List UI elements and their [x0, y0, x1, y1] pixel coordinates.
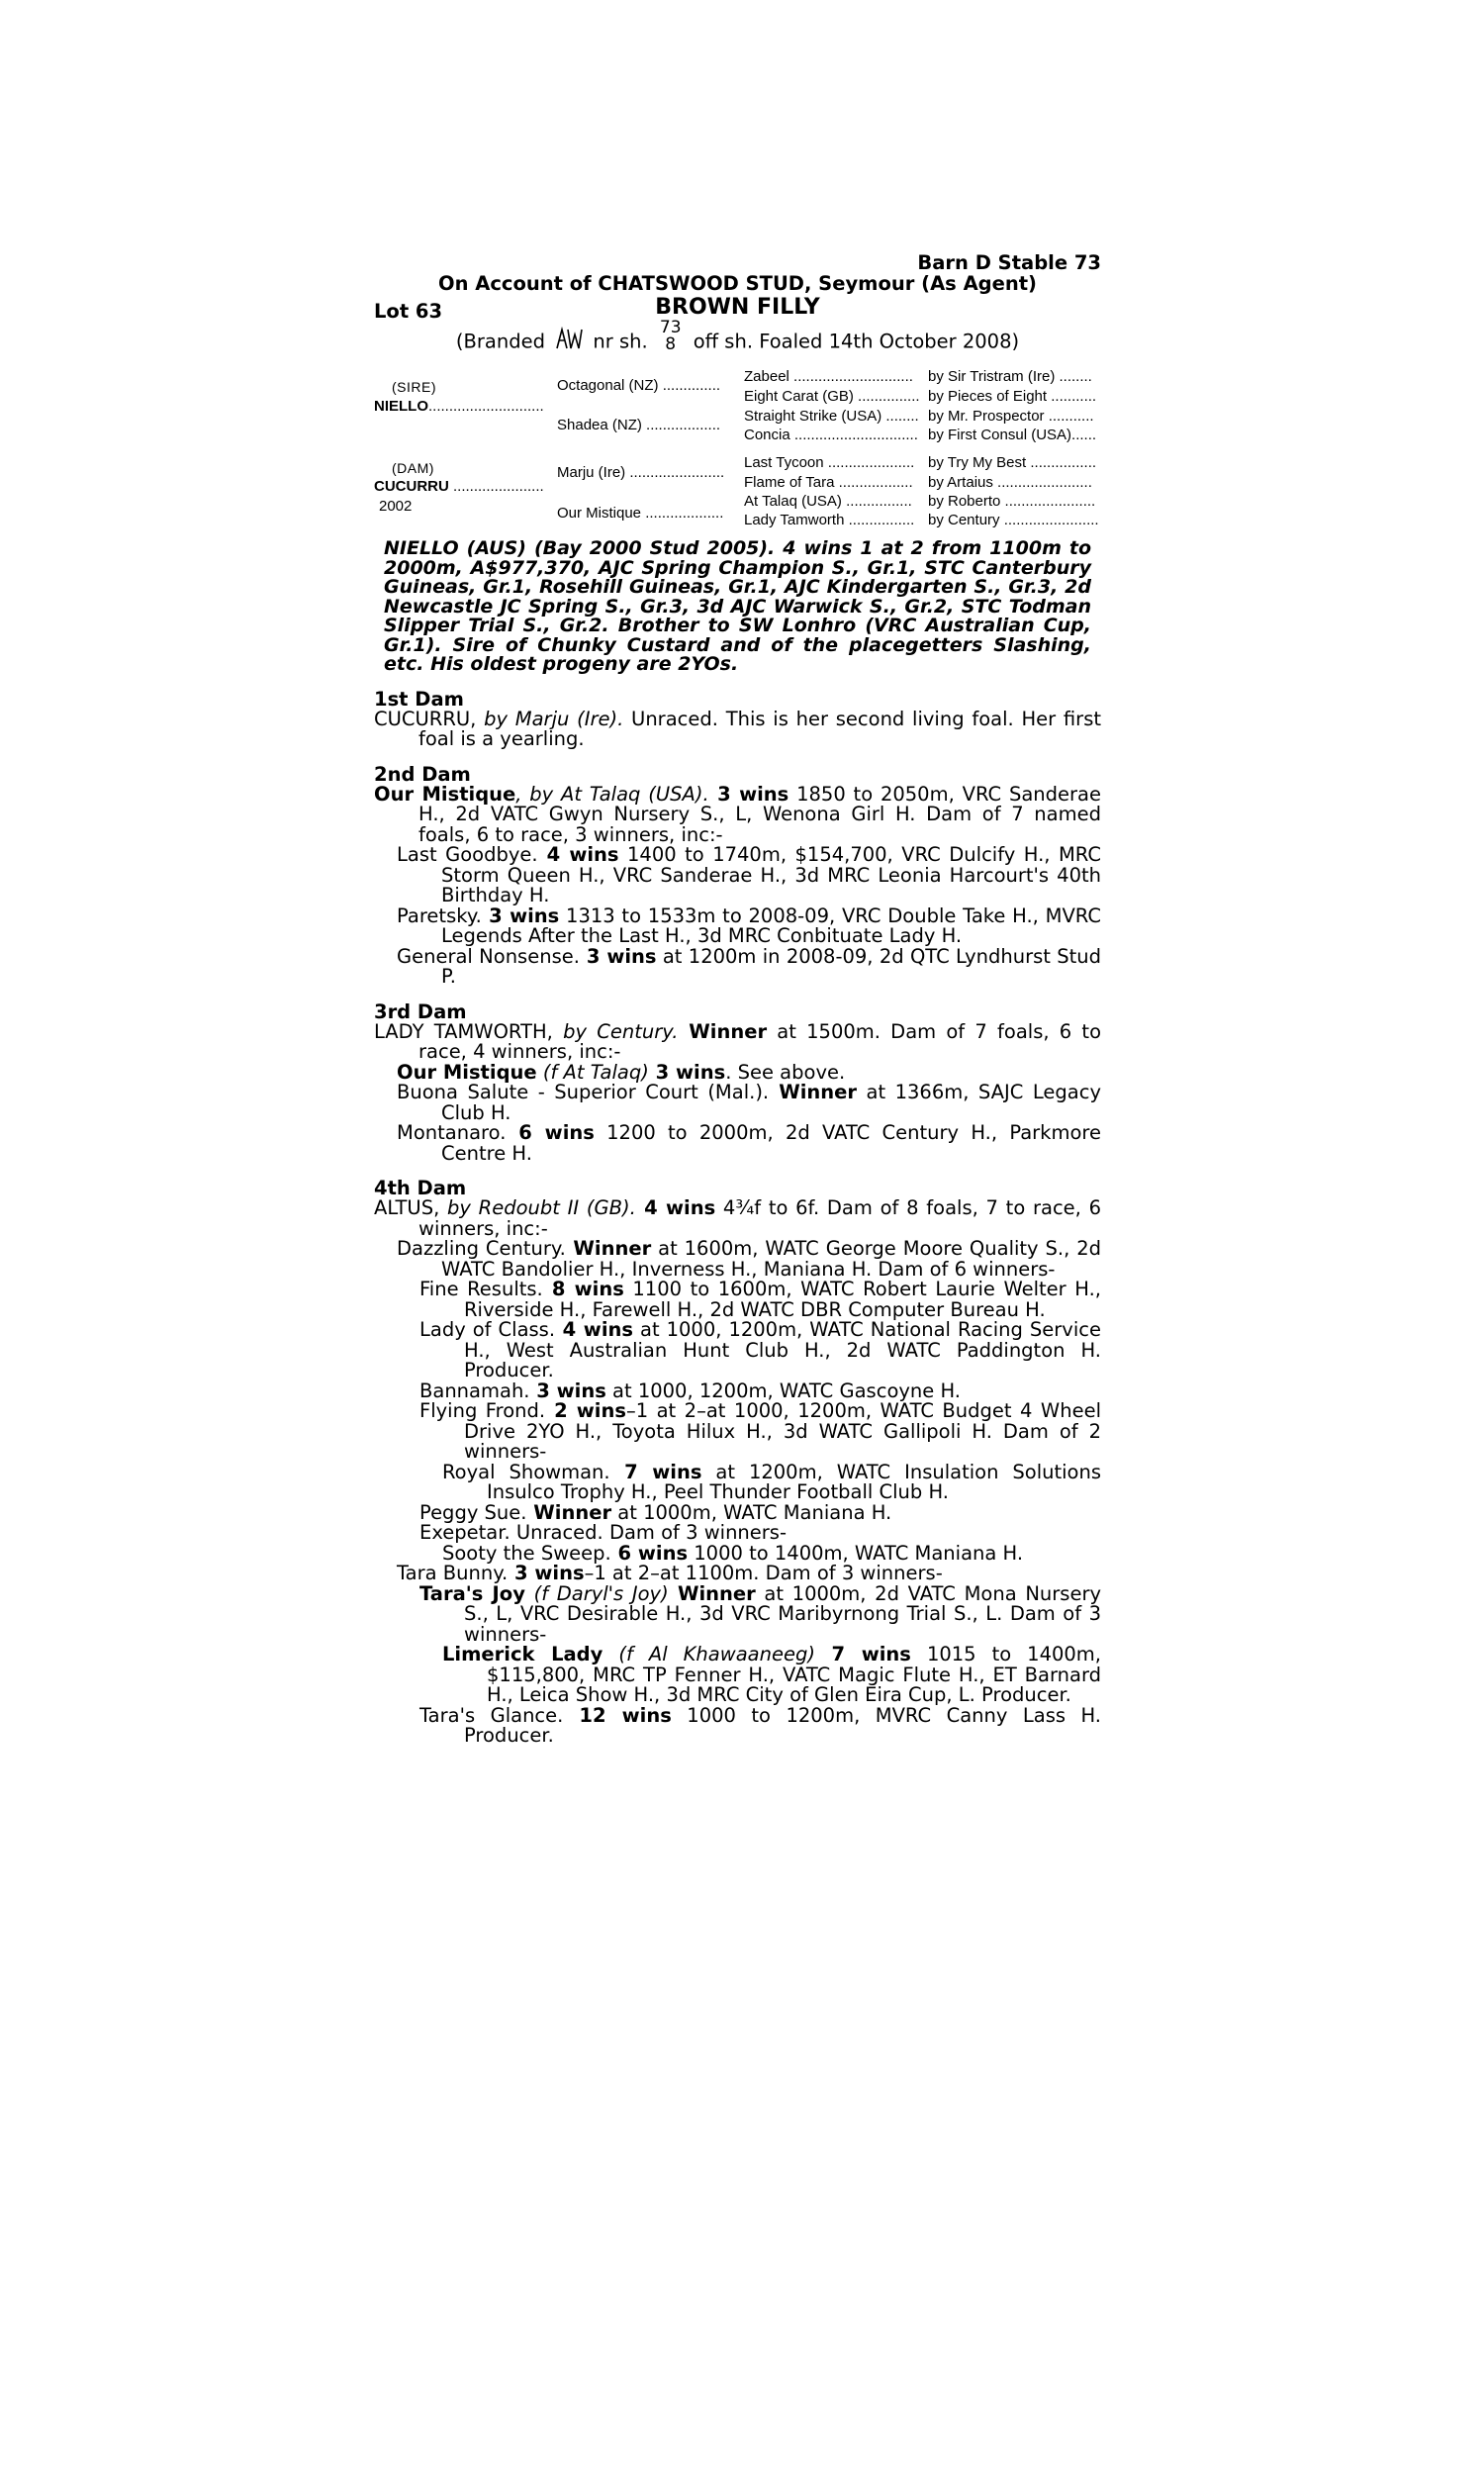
entry-record: 1000 to 1200m, MVRC Canny Lass H. Producer.: [464, 1703, 1102, 1747]
entry-breeding: (f Al Khawaaneeg): [603, 1643, 815, 1665]
brand-prefix: (Branded: [455, 330, 545, 353]
pedigree-entry: [374, 1060, 1101, 1084]
entry-wins: 7 wins: [609, 1460, 702, 1483]
g4-4: by Try My Best ................: [928, 454, 1097, 471]
entry-breeding: by Marju (Ire).: [476, 707, 624, 730]
dam-tag: (DAM): [392, 460, 434, 476]
entry-name: Lady of Class.: [419, 1318, 556, 1341]
sire-name: NIELLO: [374, 398, 428, 415]
entry-record: at 1000m, 2d VATC Mona Nursery S., L, VRC Desirable H., 3d VRC Maribyrnong Trial S., L. Dam of 3 winners-: [464, 1581, 1101, 1646]
sire-line: NIELLO............................: [374, 398, 544, 415]
entry-record: Unraced. This is her second living foal. Her first foal is a yearling.: [418, 707, 1101, 750]
entry-name: Dazzling Century.: [397, 1237, 566, 1260]
dam-heading: 3rd Dam: [374, 999, 467, 1023]
entry-name: LADY TAMWORTH,: [374, 1019, 553, 1043]
pedigree-entry: [374, 1564, 1101, 1584]
sire-sire: Octagonal (NZ): [557, 377, 659, 394]
brand-number: [660, 320, 682, 353]
pedigree-entry: [374, 1123, 1101, 1164]
dam-dam: Our Mistique: [557, 505, 642, 522]
entry-name: CUCURRU,: [374, 707, 477, 730]
entry-name: Flying Frond.: [419, 1399, 546, 1422]
dam-sections: [374, 689, 1101, 1747]
entry-name: Bannamah.: [419, 1379, 530, 1402]
entry-wins: 2 wins: [545, 1399, 626, 1422]
entry-wins: 3 wins: [648, 1060, 726, 1084]
pedigree-entry: [374, 845, 1101, 906]
lot-row: [374, 295, 1101, 330]
entry-name: Tara's Joy: [419, 1581, 525, 1605]
entry-record: 1200 to 2000m, 2d VATC Century H., Parkmore Centre H.: [441, 1121, 1101, 1165]
pedigree-entry: [374, 1460, 1102, 1503]
lot-number: Lot 63: [374, 300, 443, 323]
entry-wins: Winner: [526, 1500, 612, 1524]
entry-record: –1 at 2–at 1000, 1200m, WATC Budget 4 Wheel Drive 2YO H., Toyota Hilux H., 3d WATC Gallipoli H. Dam of 2 winners-: [464, 1399, 1101, 1463]
catalogue-page: [374, 253, 1101, 1747]
entry-name: Peggy Sue.: [419, 1500, 527, 1524]
entry-wins: Winner: [678, 1019, 768, 1043]
entry-name: Exepetar.: [419, 1521, 510, 1544]
entry-wins: 4 wins: [555, 1318, 633, 1341]
entry-record: 1850 to 2050m, VRC Sanderae H., 2d VATC Gwyn Nursery S., L, Wenona Girl H. Dam of 7 named foals, 6 to race, 3 winners, inc:-: [418, 782, 1101, 846]
g4-3: by First Consul (USA)......: [928, 427, 1097, 443]
g3-4: Last Tycoon .....................: [744, 454, 915, 471]
g4-7: by Century .......................: [928, 512, 1099, 528]
pedigree-entry: [374, 1541, 1101, 1565]
entry-wins: 3 wins: [579, 944, 657, 968]
g4-5: by Artaius .......................: [928, 474, 1092, 491]
pedigree-entry: [374, 1198, 1101, 1239]
pedigree-entry: [374, 1500, 1101, 1524]
entry-wins: 8 wins: [542, 1278, 624, 1300]
dam-sire-line: Marju (Ire) .......................: [557, 464, 725, 481]
dam-heading: 1st Dam: [374, 687, 464, 711]
g4-6: by Roberto ......................: [928, 493, 1096, 510]
pedigree-entry: [374, 1083, 1101, 1123]
entry-wins: Winner: [668, 1581, 756, 1605]
g4-1: by Pieces of Eight ...........: [928, 388, 1097, 405]
entry-name: Sooty the Sweep.: [442, 1541, 611, 1565]
entry-name: Tara Bunny.: [397, 1562, 509, 1584]
pedigree-entry: [374, 782, 1101, 846]
entry-wins: 3 wins: [508, 1562, 585, 1584]
entry-wins: Winner: [769, 1081, 858, 1103]
brand-number-top: 73: [659, 318, 682, 337]
entry-wins: 3 wins: [529, 1379, 606, 1402]
entry-record: Unraced. Dam of 3 winners-: [510, 1521, 787, 1544]
dam-heading: 2nd Dam: [374, 762, 471, 786]
brand-icon: [555, 327, 583, 350]
entry-record: at 1366m, SAJC Legacy Club H.: [441, 1081, 1101, 1124]
pedigree-entry: [374, 1523, 1101, 1544]
g4-0: by Sir Tristram (Ire) ........: [928, 368, 1092, 385]
entry-record: . See above.: [725, 1060, 846, 1084]
entry-record: 1313 to 1533m to 2008-09, VRC Double Take H., MVRC Legends After the Last H., 3d MRC Conbituate Lady H.: [441, 904, 1101, 947]
entry-record: –1 at 2–at 1100m. Dam of 3 winners-: [584, 1562, 943, 1584]
entry-name: Buona Salute - Superior Court (Mal.).: [397, 1081, 770, 1103]
entry-breeding: (f Daryl's Joy): [524, 1581, 669, 1605]
sire-dam-line: Shadea (NZ) ..................: [557, 417, 721, 433]
g3-6: At Talaq (USA) ................: [744, 493, 912, 510]
entry-name: Royal Showman.: [442, 1460, 610, 1483]
entry-name: Last Goodbye.: [397, 843, 538, 866]
dam-line: CUCURRU ......................: [374, 478, 544, 495]
entry-name: Montanaro.: [397, 1121, 507, 1144]
pedigree-entry: [374, 1280, 1101, 1320]
pedigree-entry: [374, 1581, 1101, 1646]
g3-1: Eight Carat (GB) ...............: [744, 388, 920, 405]
g4-2: by Mr. Prospector ...........: [928, 408, 1094, 425]
entry-name: ALTUS,: [374, 1196, 440, 1219]
entry-record: 1000 to 1400m, WATC Maniana H.: [688, 1541, 1024, 1565]
dam-name: CUCURRU: [374, 478, 449, 495]
pedigree-entry: [374, 707, 1101, 750]
lot-title: BROWN FILLY: [655, 295, 820, 320]
pedigree-entry: [374, 1401, 1101, 1463]
entry-wins: 3 wins: [708, 782, 789, 806]
entry-breeding: (f At Talaq): [536, 1060, 649, 1084]
entry-breeding: by Redoubt II (GB).: [439, 1196, 636, 1219]
entry-record: at 1600m, WATC George Moore Quality S., 2d WATC Bandolier H., Inverness H., Maniana H. Dam of 6 winners-: [441, 1237, 1101, 1281]
entry-name: General Nonsense.: [397, 944, 580, 968]
entry-wins: Winner: [565, 1237, 652, 1260]
pedigree-entry: [374, 1703, 1102, 1747]
g3-2: Straight Strike (USA) ........: [744, 408, 919, 425]
vendor-account: On Account of CHATSWOOD STUD, Seymour (As Agent): [438, 271, 1037, 295]
entry-record: at 1000, 1200m, WATC National Racing Service H., West Australian Hunt Club H., 2d WATC Paddington H. Producer.: [464, 1318, 1101, 1381]
g3-3: Concia ..............................: [744, 427, 918, 443]
brand-line: [374, 318, 1101, 359]
dam-sire: Marju (Ire): [557, 464, 626, 481]
entry-record: 1015 to 1400m, $115,800, MRC TP Fenner H., VATC Magic Flute H., ET Barnard H., Leica Show H., 3d MRC City of Glen Eira Cup, L. Producer.: [487, 1643, 1102, 1706]
pedigree-entry: [374, 1239, 1101, 1280]
entry-wins: 3 wins: [481, 904, 560, 927]
sire-dam: Shadea (NZ): [557, 417, 642, 433]
entry-record: at 1500m. Dam of 7 foals, 6 to race, 4 winners, inc:-: [418, 1019, 1101, 1063]
pedigree-entry: [374, 1381, 1101, 1402]
brand-mid: nr sh.: [593, 330, 648, 353]
sire-summary: NIELLO (AUS) (Bay 2000 Stud 2005). 4 wins 1 at 2 from 1100m to 2000m, A$977,370, AJC Spring Champion S., Gr.1, STC Canterbury Guineas, Gr.1, Rosehill Guineas, Gr.1, AJC Kindergarten S., Gr.3, 2d Newcastle JC Spring S., Gr.3, 3d AJC Warwick S., Gr.2, STC Todman Slipper Trial S., Gr.2. Brother to SW Lonhro (VRC Australian Cup, Gr.1). Sire of Chunky Custard and of the placegetters Slashing, etc. His oldest progeny are 2YOs.: [384, 537, 1091, 675]
entry-record: 1100 to 1600m, WATC Robert Laurie Welter H., Riverside H., Farewell H., 2d WATC DBR Computer Bureau H.: [464, 1278, 1101, 1321]
entry-name: Our Mistique: [397, 1060, 537, 1084]
entry-breeding: , by At Talaq (USA).: [515, 782, 709, 806]
entry-wins: 7 wins: [814, 1643, 911, 1665]
entry-record: 1400 to 1740m, $154,700, VRC Dulcify H., MRC Storm Queen H., VRC Sanderae H., 3d MRC Leonia Harcourt's 40th Birthday H.: [441, 843, 1101, 906]
entry-wins: 12 wins: [563, 1703, 672, 1727]
pedigree-entry: [374, 1645, 1101, 1706]
entry-record: at 1200m in 2008-09, 2d QTC Lyndhurst Stud P.: [441, 944, 1101, 988]
entry-record: at 1000m, WATC Maniana H.: [611, 1500, 892, 1524]
entry-record: at 1200m, WATC Insulation Solutions Insulco Trophy H., Peel Thunder Football Club H.: [487, 1460, 1102, 1503]
dam-heading: 4th Dam: [374, 1177, 467, 1199]
entry-breeding: by Century.: [552, 1019, 679, 1043]
brand-number-bottom: 8: [665, 334, 677, 354]
entry-wins: 6 wins: [506, 1121, 595, 1144]
entry-record: at 1000, 1200m, WATC Gascoyne H.: [605, 1379, 961, 1402]
pedigree-entry: [374, 944, 1101, 988]
g3-7: Lady Tamworth ................: [744, 512, 915, 528]
entry-name: Our Mistique: [374, 782, 516, 806]
sire-tag: (SIRE): [392, 379, 436, 395]
g3-0: Zabeel .............................: [744, 368, 913, 385]
pedigree-entry: [374, 1320, 1101, 1381]
brand-suffix: off sh. Foaled 14th October 2008): [693, 330, 1020, 353]
entry-wins: 4 wins: [635, 1196, 716, 1219]
dam-year: 2002: [379, 498, 413, 515]
entry-name: Tara's Glance.: [419, 1703, 564, 1727]
pedigree-entry: [374, 1019, 1101, 1063]
barn-stable: Barn D Stable 73: [917, 251, 1101, 274]
entry-name: Limerick Lady: [442, 1643, 603, 1665]
entry-wins: 4 wins: [537, 843, 619, 866]
entry-record: 4¾f to 6f. Dam of 8 foals, 7 to race, 6 winners, inc:-: [418, 1196, 1101, 1240]
sire-sire-line: Octagonal (NZ) ..............: [557, 377, 721, 394]
g3-5: Flame of Tara ..................: [744, 474, 913, 491]
dam-dam-line: Our Mistique ...................: [557, 505, 724, 522]
entry-wins: 6 wins: [610, 1541, 689, 1565]
entry-name: Paretsky.: [397, 904, 482, 927]
entry-name: Fine Results.: [419, 1278, 543, 1300]
pedigree-entry: [374, 906, 1101, 947]
pedigree-table: [374, 363, 1101, 531]
